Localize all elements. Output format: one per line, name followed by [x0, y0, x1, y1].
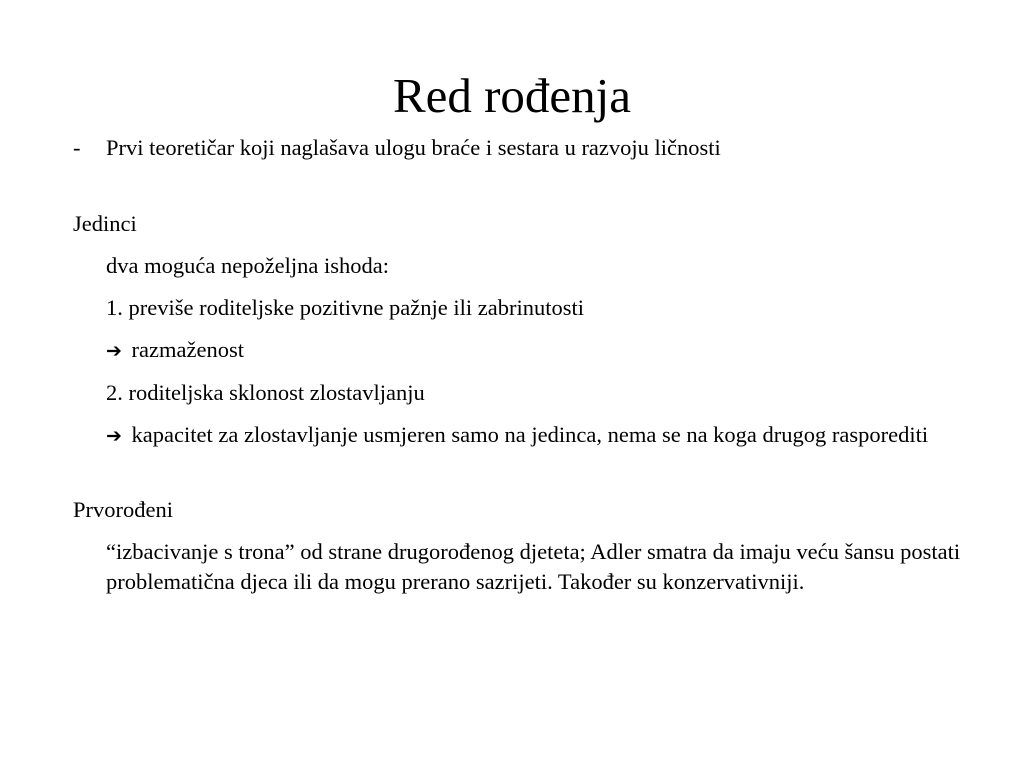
- jedinci-item-outcomes: dva moguća nepoželjna ishoda:: [106, 253, 390, 278]
- section-heading-prvorodeni: Prvorođeni: [73, 497, 173, 522]
- slide-title: Red rođenja: [392, 68, 632, 123]
- jedinci-item-2: 2. roditeljska sklonost zlostavljanju: [106, 380, 425, 405]
- prvorodeni-item-1: “izbacivanje s trona” od strane drugorođenog djeteta; Adler smatra da imaju veću šansu postati problematična djeca ili da mogu prerano sazrijeti. Također su konzervativniji.: [106, 539, 961, 594]
- jedinci-arrow-1-text: razmaženost: [131, 337, 244, 362]
- intro-text: Prvi teoretičar koji naglašava ulogu braće i sestara u razvoju ličnosti: [106, 135, 721, 160]
- jedinci-item-arrow-1: [73, 335, 993, 366]
- jedinci-item-1: 1. previše roditeljske pozitivne pažnje ili zabrinutosti: [106, 295, 584, 320]
- arrow-right-icon: ➔: [106, 425, 122, 447]
- slide-body: [73, 133, 993, 597]
- arrow-right-icon: ➔: [106, 340, 122, 362]
- section-heading-jedinci: Jedinci: [73, 211, 137, 236]
- intro-line: [73, 133, 993, 163]
- jedinci-item-arrow-2: [73, 420, 993, 451]
- dash-bullet: -: [73, 135, 81, 160]
- jedinci-arrow-2-text: kapacitet za zlostavljanje usmjeren samo na jedinca, nema se na koga drugog rasporediti: [131, 422, 929, 447]
